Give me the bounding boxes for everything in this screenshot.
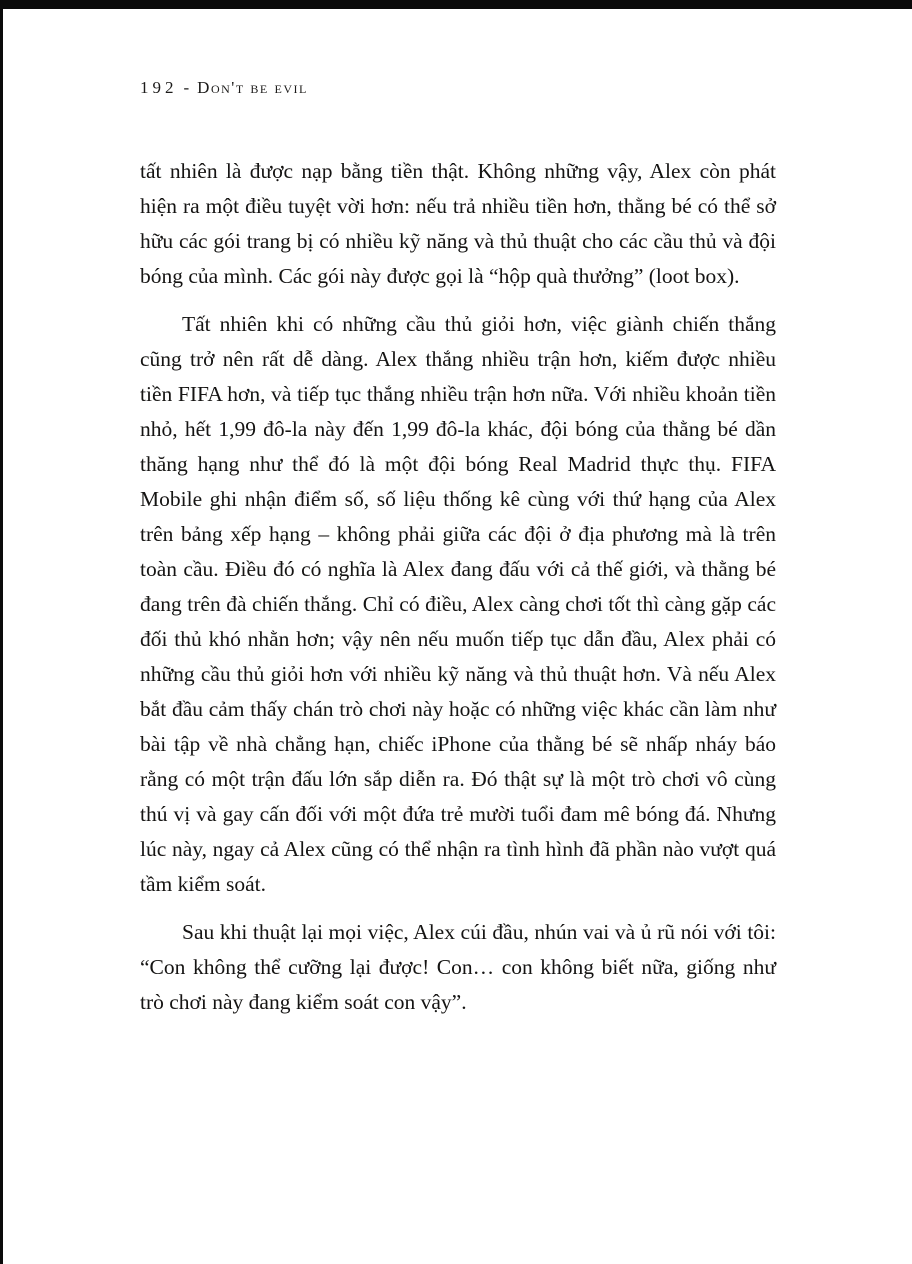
header-separator: - xyxy=(183,78,190,97)
scan-edge-left xyxy=(0,0,3,1264)
paragraph-2: Tất nhiên khi có những cầu thủ giỏi hơn, việc giành chiến thắng cũng trở nên rất dễ dàng. Alex thắng nhiều trận hơn, kiếm được nhiều tiền FIFA hơn, và tiếp tục thắng nhiều trận hơn nữa. Với nhiều khoản tiền nhỏ, hết 1,99 đô-la này đến 1,99 đô-la khác, đội bóng của thằng bé dần thăng hạng như thể đó là một đội bóng Real Madrid thực thụ. FIFA Mobile ghi nhận điểm số, số liệu thống kê cùng với thứ hạng của Alex trên bảng xếp hạng – không phải giữa các đội ở địa phương mà là trên toàn cầu. Điều đó có nghĩa là Alex đang đấu với cả thế giới, và thằng bé đang trên đà chiến thắng. Chỉ có điều, Alex càng chơi tốt thì càng gặp các đối thủ khó nhằn hơn; vậy nên nếu muốn tiếp tục dẫn đầu, Alex phải có những cầu thủ giỏi hơn với nhiều kỹ năng và thủ thuật hơn. Và nếu Alex bắt đầu cảm thấy chán trò chơi này hoặc có những việc khác cần làm như bài tập về nhà chẳng hạn, chiếc iPhone của thằng bé sẽ nhấp nháy báo rằng có một trận đấu lớn sắp diễn ra. Đó thật sự là một trò chơi vô cùng thú vị và gay cấn đối với một đứa trẻ mười tuổi đam mê bóng đá. Nhưng lúc này, ngay cả Alex cũng có thể nhận ra tình hình đã phần nào vượt quá tầm kiểm soát. xyxy=(140,312,776,896)
page-header xyxy=(140,78,776,98)
scan-edge-top xyxy=(0,0,912,9)
paragraph-3: Sau khi thuật lại mọi việc, Alex cúi đầu, nhún vai và ủ rũ nói với tôi: “Con không thể cưỡng lại được! Con… con không biết nữa, giống như trò chơi này đang kiểm soát con vậy”. xyxy=(140,920,776,1014)
book-title: Don't be evil xyxy=(197,78,308,97)
page-body xyxy=(140,154,776,1020)
paragraph-1: tất nhiên là được nạp bằng tiền thật. Không những vậy, Alex còn phát hiện ra một điều tuyệt vời hơn: nếu trả nhiều tiền hơn, thằng bé có thể sở hữu các gói trang bị có nhiều kỹ năng và thủ thuật cho các cầu thủ và đội bóng của mình. Các gói này được gọi là “hộp quà thưởng” (loot box). xyxy=(140,159,776,288)
book-page xyxy=(140,78,776,1020)
page-number: 192 xyxy=(140,78,178,97)
